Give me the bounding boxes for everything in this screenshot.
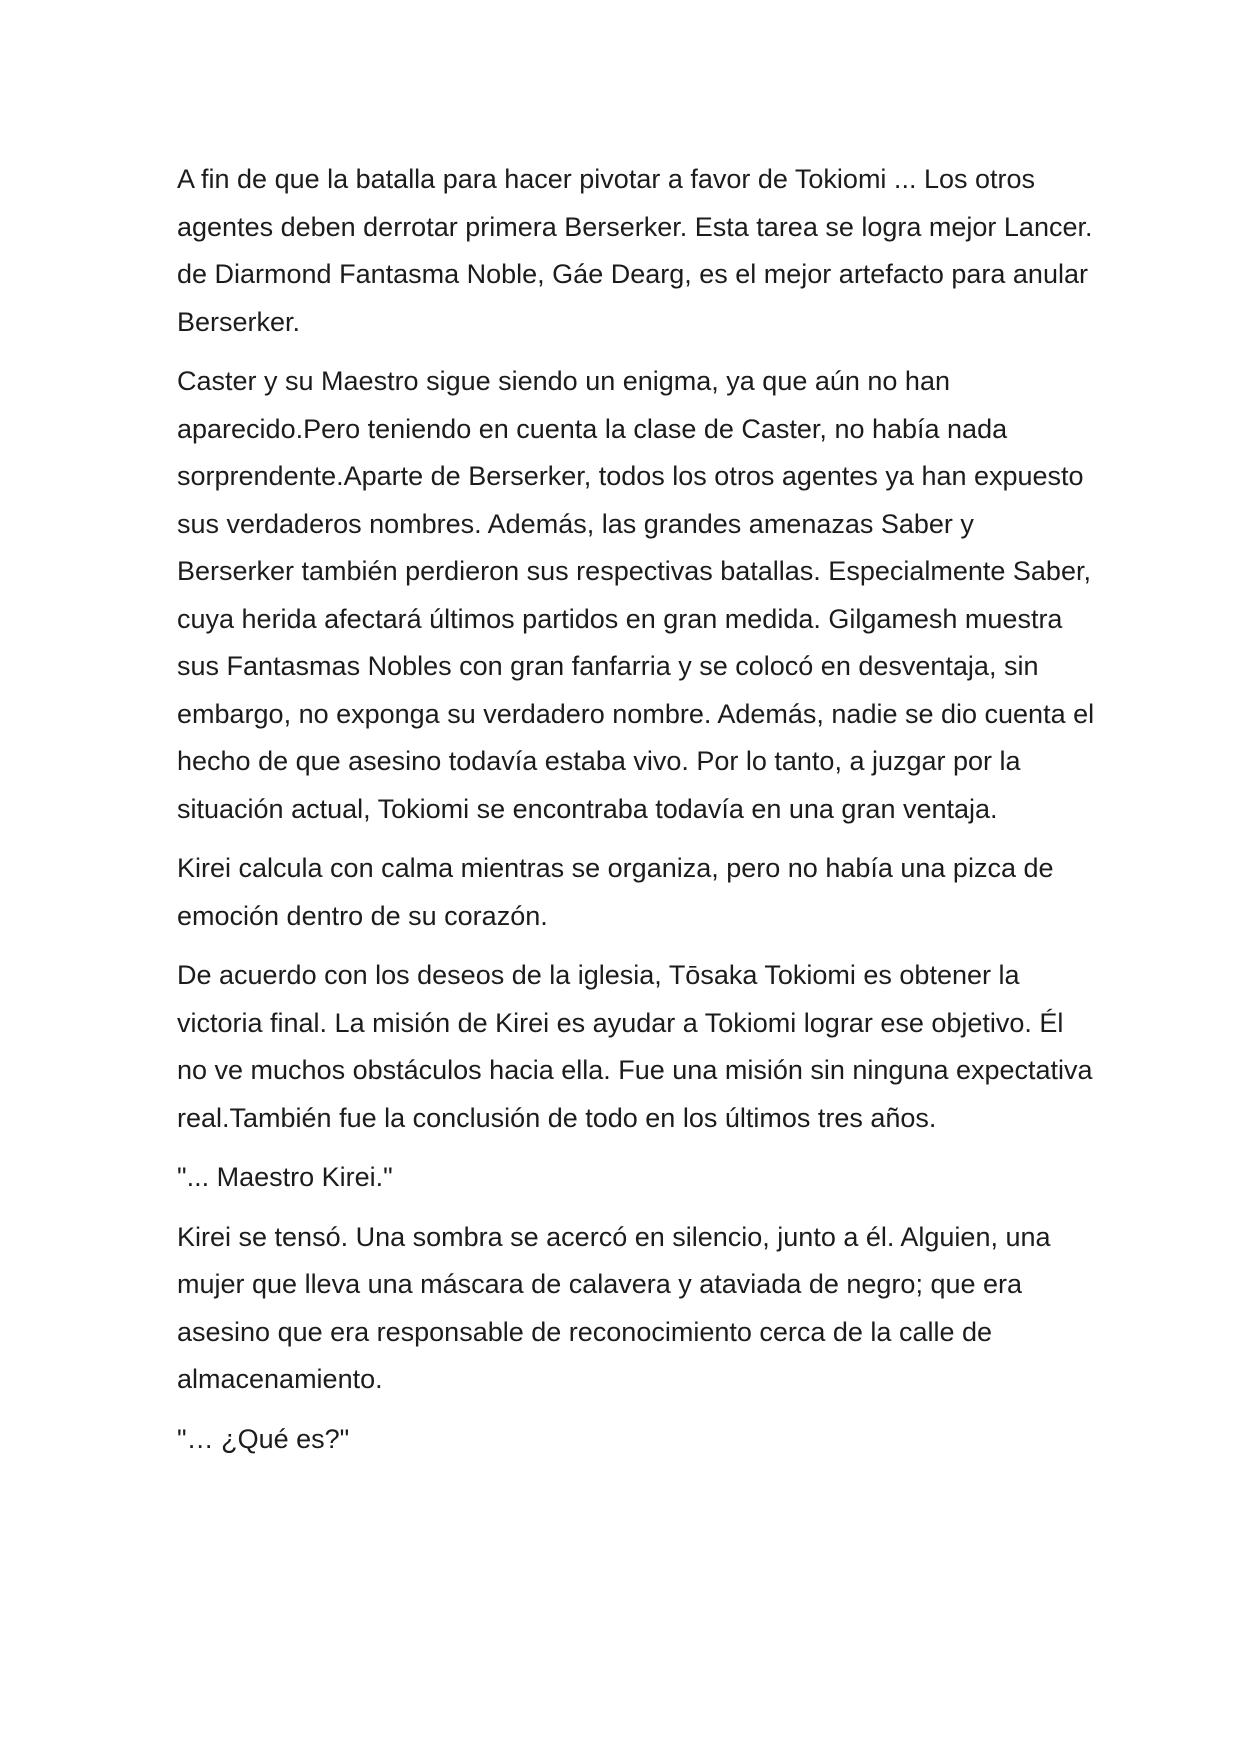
paragraph-4: De acuerdo con los deseos de la iglesia, Tōsaka Tokiomi es obtener la victoria final. La misión de Kirei es ayudar a Tokiomi lograr ese objetivo. Él no ve muchos obstáculos hacia ella. Fue una misión sin ninguna expectativa real.También fue la conclusión de todo en los últimos tres años. <box>177 960 1093 1133</box>
paragraph-3: Kirei calcula con calma mientras se organiza, pero no había una pizca de emoción dentro de su corazón. <box>177 853 1054 931</box>
paragraph-5: "... Maestro Kirei." <box>177 1162 393 1192</box>
paragraph-1: A fin de que la batalla para hacer pivotar a favor de Tokiomi ... Los otros agentes deben derrotar primera Berserker. Esta tarea se logra mejor Lancer. de Diarmond Fantasma Noble, Gáe Dearg, es el mejor artefacto para anular Berserker. <box>177 164 1093 337</box>
paragraph-6: Kirei se tensó. Una sombra se acercó en silencio, junto a él. Alguien, una mujer que lleva una máscara de calavera y ataviada de negro; que era asesino que era responsable de reconocimiento cerca de la calle de almacenamiento. <box>177 1221 1051 1394</box>
paragraph-7: "… ¿Qué es?" <box>177 1423 350 1454</box>
paragraph-2: Caster y su Maestro sigue siendo un enigma, ya que aún no han aparecido.Pero teniendo en cuenta la clase de Caster, no había nada sorprendente.Aparte de Berserker, todos los otros agentes ya han expuesto sus verdaderos nombres. Además, las grandes amenazas Saber y Berserker también perdieron sus respectivas batallas. Especialmente Saber, cuya herida afectará últimos partidos en gran medida. Gilgamesh muestra sus Fantasmas Nobles con gran fanfarria y se colocó en desventaja, sin embargo, no exponga su verdadero nombre. Además, nadie se dio cuenta el hecho de que asesino todavía estaba vivo. Por lo tanto, a juzgar por la situación actual, Tokiomi se encontraba todavía en una gran ventaja. <box>177 366 1095 824</box>
document-body <box>177 156 1097 1475</box>
